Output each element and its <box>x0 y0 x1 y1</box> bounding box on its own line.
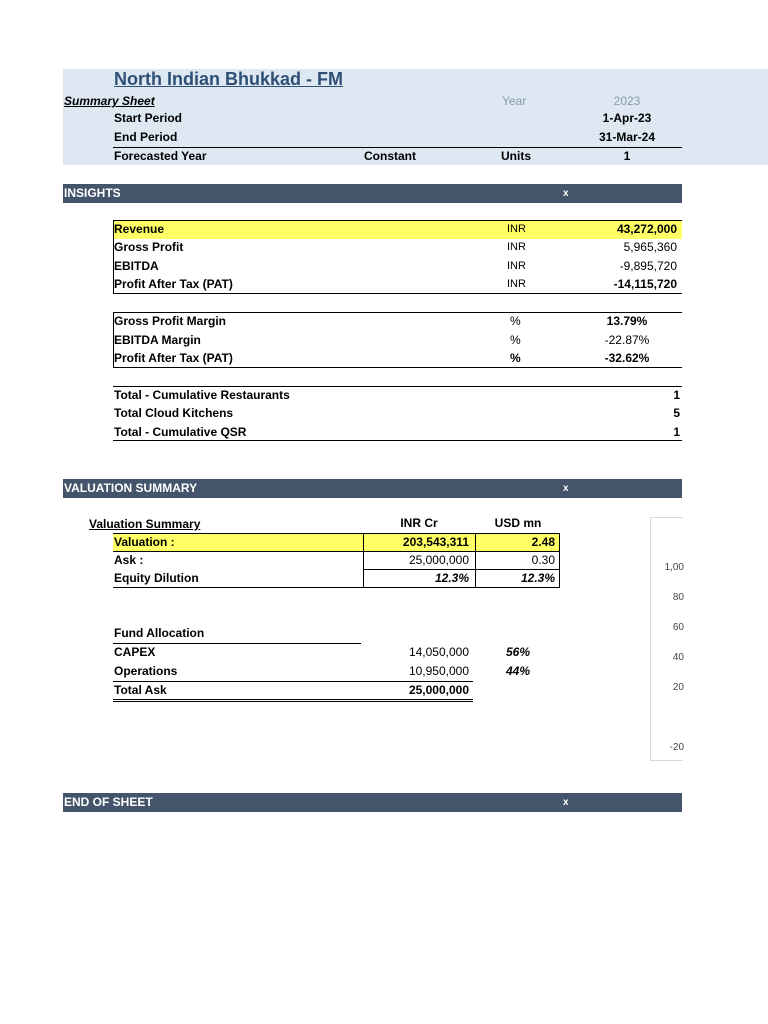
end-bar-marker: x <box>563 797 569 808</box>
valuation-row-bottom <box>113 551 560 552</box>
total-ask-label: Total Ask <box>114 683 167 697</box>
insights-bar-label: INSIGHTS <box>64 186 121 200</box>
end-period-value: 31-Mar-24 <box>598 130 656 144</box>
start-period-value: 1-Apr-23 <box>602 111 652 125</box>
valuation-inr-value: 25,000,000 <box>408 553 469 567</box>
pnl-unit: INR <box>507 223 526 235</box>
valuation-bar-marker: x <box>563 483 569 494</box>
end-bar-label: END OF SHEET <box>64 795 153 809</box>
margins-bottom-border <box>113 367 682 368</box>
margin-value: -22.87% <box>604 333 650 347</box>
constant-label: Constant <box>364 149 416 163</box>
y-tick-label: 20 <box>672 682 684 693</box>
year-label: Year <box>502 94 527 108</box>
pnl-unit: INR <box>507 278 526 290</box>
fund-row-label: Operations <box>114 664 178 678</box>
valuation-usd-value: 2.48 <box>531 535 555 549</box>
count-value: 5 <box>673 406 680 420</box>
pnl-unit: INR <box>507 241 526 253</box>
total-ask-bottom-border-1 <box>113 699 473 700</box>
valuation-row-label: Ask : <box>114 553 144 567</box>
y-tick-label: 40 <box>672 652 684 663</box>
pnl-label: Revenue <box>114 222 165 236</box>
page-title: North Indian Bhukkad - FM <box>114 69 343 89</box>
valuation-inr-value: 12.3% <box>434 571 469 585</box>
dilution-label-underline <box>113 587 363 588</box>
counts-bottom-border <box>113 440 682 441</box>
margins-top-border <box>113 312 682 313</box>
total-ask-top-border <box>113 681 473 682</box>
col-inr-header: INR Cr <box>400 516 438 530</box>
margin-label: Gross Profit Margin <box>114 314 227 328</box>
y-tick-label: 1,00 <box>664 562 684 573</box>
margin-label: EBITDA Margin <box>114 333 201 347</box>
pnl-unit: INR <box>507 260 526 272</box>
valuation-usd-value: 12.3% <box>520 571 555 585</box>
valuation-row-label: Equity Dilution <box>114 571 199 585</box>
count-value: 1 <box>673 425 680 439</box>
margin-label: Profit After Tax (PAT) <box>114 351 233 365</box>
count-label: Total Cloud Kitchens <box>114 406 234 420</box>
col-usd-header: USD mn <box>494 516 542 530</box>
fund-row-value: 14,050,000 <box>408 645 469 659</box>
margin-value: -32.62% <box>604 351 650 365</box>
end-of-sheet-bar[interactable] <box>63 793 682 812</box>
insights-bar-marker: x <box>563 188 569 199</box>
count-value: 1 <box>673 388 680 402</box>
count-label: Total - Cumulative QSR <box>114 425 247 439</box>
insights-section-bar[interactable] <box>63 184 682 203</box>
start-period-label: Start Period <box>114 111 183 125</box>
y-tick-label: -20 <box>669 742 684 753</box>
forecast-year-label: Forecasted Year <box>114 149 207 163</box>
fund-row-label: CAPEX <box>114 645 156 659</box>
fund-title-underline <box>113 643 361 644</box>
valuation-row-top <box>113 533 560 534</box>
valuation-bar-label: VALUATION SUMMARY <box>64 481 198 495</box>
fund-row-pct: 44% <box>506 664 531 678</box>
header-divider <box>113 147 682 148</box>
units-label: Units <box>501 149 531 163</box>
pnl-label: Gross Profit <box>114 240 184 254</box>
y-tick-label: 60 <box>672 622 684 633</box>
margin-value: 13.79% <box>606 314 648 328</box>
end-period-label: End Period <box>114 130 178 144</box>
year-value: 2023 <box>613 94 641 108</box>
count-label: Total - Cumulative Restaurants <box>114 388 290 402</box>
forecast-year-value: 1 <box>623 149 631 163</box>
fund-allocation-title: Fund Allocation <box>114 626 205 640</box>
pnl-label: Profit After Tax (PAT) <box>114 277 233 291</box>
usd-col-right <box>559 533 560 588</box>
valuation-row-label: Valuation : <box>114 535 175 549</box>
pnl-label: EBITDA <box>114 259 159 273</box>
counts-top-border <box>113 386 682 387</box>
pnl-bottom-border <box>113 293 682 294</box>
ask-row-bottom <box>363 569 560 570</box>
dilution-row-bottom <box>363 587 560 588</box>
pnl-value: -9,895,720 <box>619 259 677 273</box>
fund-row-value: 10,950,000 <box>408 664 469 678</box>
pnl-value: 5,965,360 <box>623 240 677 254</box>
valuation-table-title: Valuation Summary <box>89 517 201 531</box>
margin-unit: % <box>510 351 521 365</box>
total-ask-bottom-border-2 <box>113 701 473 702</box>
summary-sheet-link[interactable]: Summary Sheet <box>64 94 155 108</box>
valuation-inr-value: 203,543,311 <box>402 535 469 549</box>
pnl-value: -14,115,720 <box>613 277 677 291</box>
pnl-value: 43,272,000 <box>616 222 677 236</box>
total-ask-value: 25,000,000 <box>408 683 469 697</box>
y-tick-label: 80 <box>672 592 684 603</box>
fund-row-pct: 56% <box>506 645 531 659</box>
valuation-section-bar[interactable] <box>63 479 682 498</box>
valuation-usd-value: 0.30 <box>531 553 555 567</box>
pnl-top-border <box>113 220 682 221</box>
margin-unit: % <box>510 314 521 328</box>
chart-frame[interactable] <box>650 517 683 761</box>
margin-unit: % <box>510 333 521 347</box>
